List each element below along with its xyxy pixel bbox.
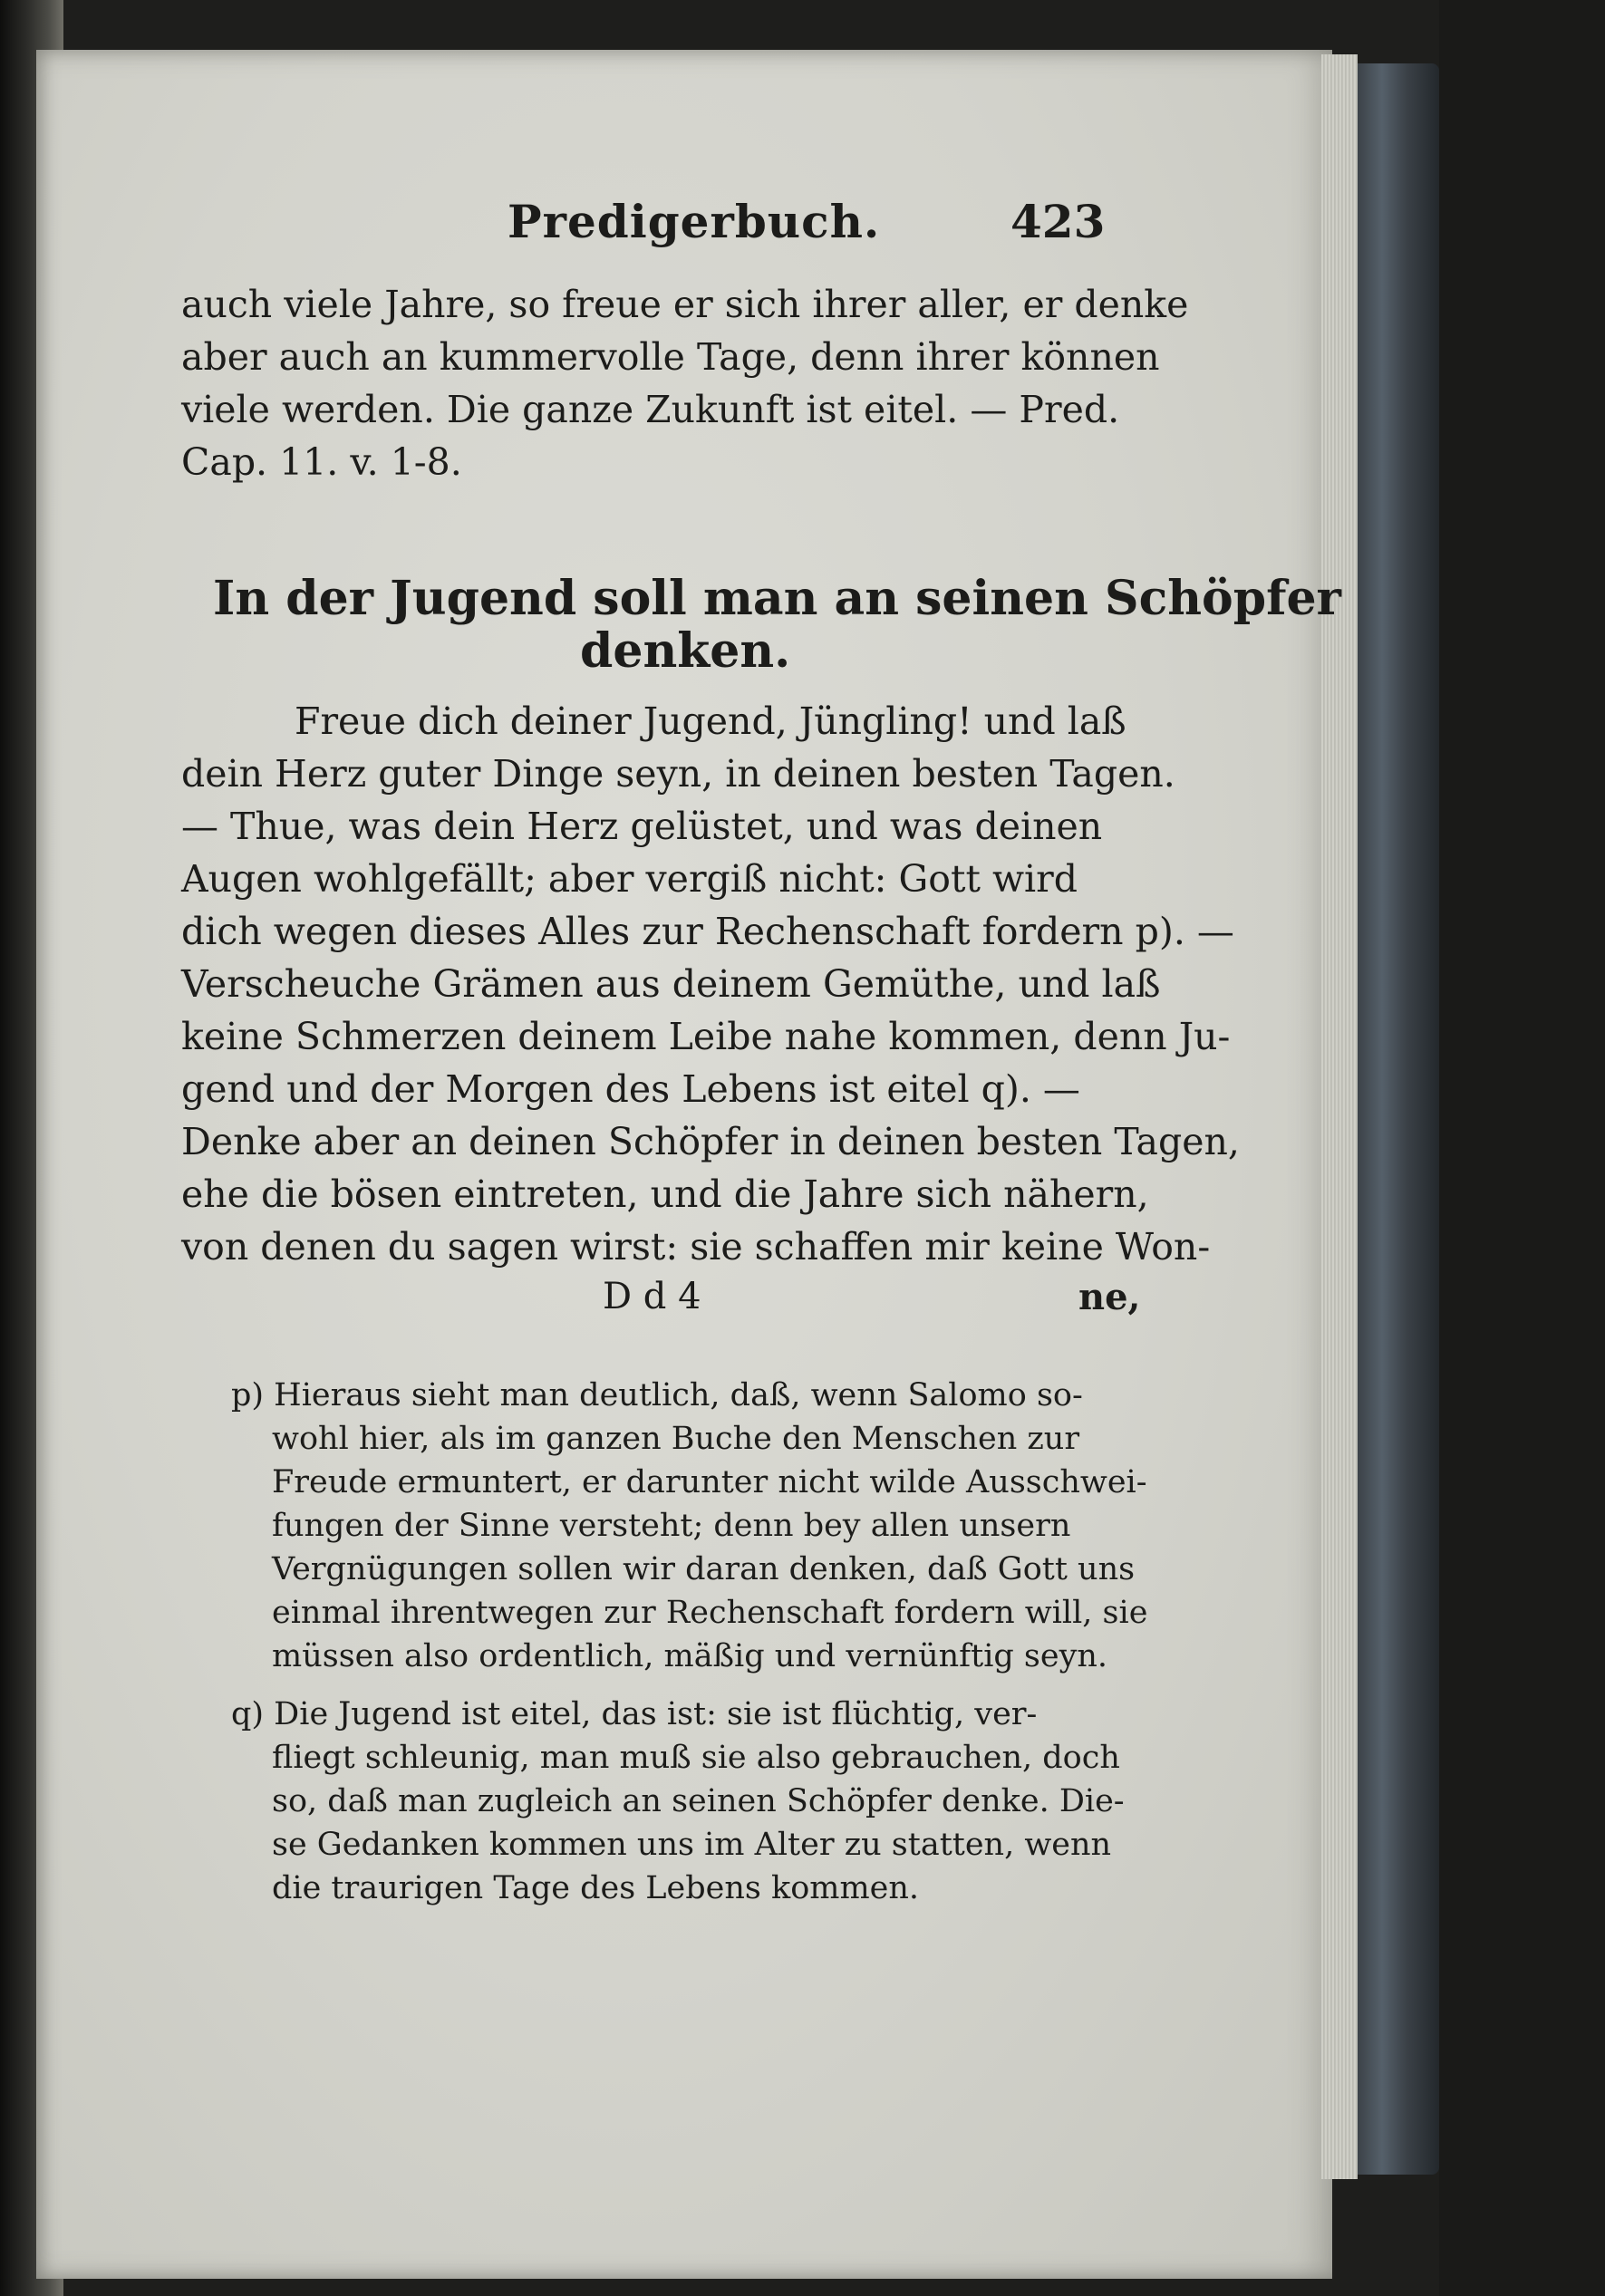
footnote-line: fliegt schleunig, man muß sie also gebrauchen, doch	[272, 1740, 1120, 1776]
page-number: 423	[1010, 195, 1106, 248]
footnote-line: q) Die Jugend ist eitel, das ist: sie ist flüchtig, ver-	[231, 1696, 1038, 1732]
continuation-line: auch viele Jahre, so freue er sich ihrer aller, er denke	[181, 283, 1189, 326]
body-line: von denen du sagen wirst: sie schaffen mir keine Won-	[181, 1225, 1211, 1269]
book-page	[36, 50, 1332, 2279]
catchword: ne,	[1078, 1276, 1141, 1318]
section-heading: denken.	[580, 623, 791, 679]
footnote-line: einmal ihrentwegen zur Rechenschaft fordern will, sie	[272, 1595, 1148, 1631]
page-edges	[1321, 54, 1358, 2179]
body-line: Freue dich deiner Jugend, Jüngling! und laß	[295, 699, 1126, 743]
body-line: gend und der Morgen des Lebens ist eitel q). —	[181, 1067, 1080, 1111]
background-shadow	[1439, 0, 1605, 2296]
footnote-line: fungen der Sinne versteht; denn bey allen unsern	[272, 1508, 1071, 1544]
body-line: keine Schmerzen deinem Leibe nahe kommen, denn Ju-	[181, 1015, 1231, 1058]
book-cover	[1358, 63, 1439, 2175]
continuation-line: Cap. 11. v. 1-8.	[181, 440, 462, 484]
running-head: Predigerbuch.	[508, 195, 881, 248]
footnote-line: wohl hier, als im ganzen Buche den Menschen zur	[272, 1421, 1080, 1457]
body-line: Verscheuche Grämen aus deinem Gemüthe, und laß	[181, 962, 1161, 1006]
footnote-line: so, daß man zugleich an seinen Schöpfer denke. Die-	[272, 1783, 1125, 1819]
continuation-line: viele werden. Die ganze Zukunft ist eitel. — Pred.	[181, 388, 1120, 431]
signature-mark: D d 4	[603, 1276, 701, 1317]
continuation-line: aber auch an kummervolle Tage, denn ihrer können	[181, 335, 1160, 379]
body-line: Denke aber an deinen Schöpfer in deinen besten Tagen,	[181, 1120, 1240, 1163]
body-line: dein Herz guter Dinge seyn, in deinen besten Tagen.	[181, 752, 1175, 796]
footnote-line: se Gedanken kommen uns im Alter zu statten, wenn	[272, 1827, 1112, 1863]
body-line: Augen wohlgefällt; aber vergiß nicht: Gott wird	[181, 857, 1078, 901]
body-line: ehe die bösen eintreten, und die Jahre sich nähern,	[181, 1172, 1149, 1216]
body-line: — Thue, was dein Herz gelüstet, und was deinen	[181, 805, 1103, 848]
body-line: dich wegen dieses Alles zur Rechenschaft fordern p). —	[181, 910, 1234, 953]
footnote-line: müssen also ordentlich, mäßig und vernünftig seyn.	[272, 1638, 1108, 1674]
footnote-line: p) Hieraus sieht man deutlich, daß, wenn Salomo so-	[231, 1377, 1083, 1413]
footnote-line: Freude ermuntert, er darunter nicht wilde Ausschwei-	[272, 1464, 1147, 1500]
footnote-line: die traurigen Tage des Lebens kommen.	[272, 1870, 920, 1906]
footnote-line: Vergnügungen sollen wir daran denken, daß Gott uns	[272, 1551, 1136, 1587]
section-heading: In der Jugend soll man an seinen Schöpfer	[213, 571, 1341, 626]
